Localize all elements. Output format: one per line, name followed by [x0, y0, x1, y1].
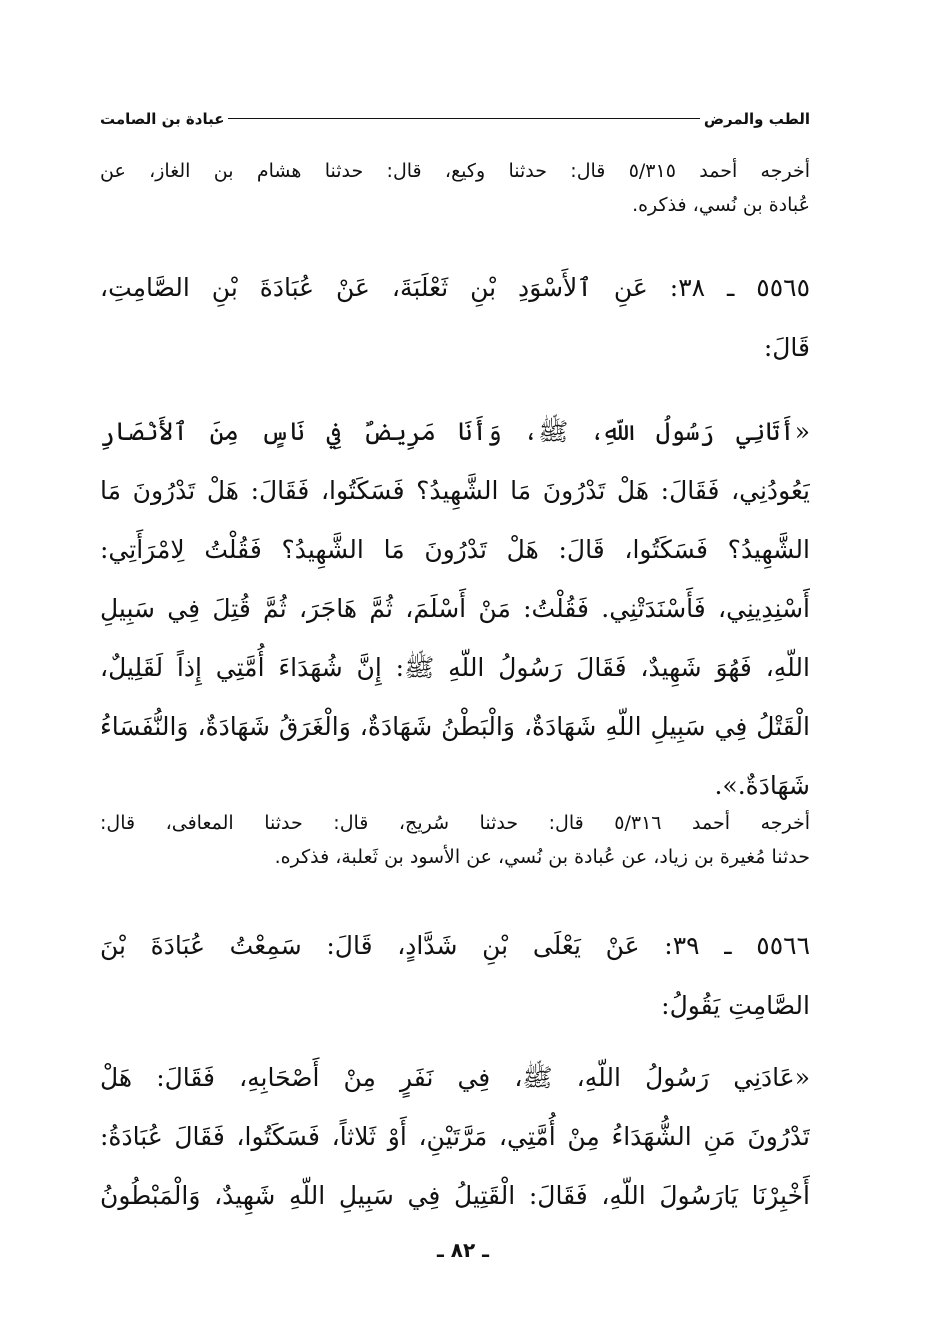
matn-line: تَدْرُونَ مَنِ الشُّهَدَاءُ مِنْ أُمَّتِي، مَرَّتَيْنِ، أَوْ ثَلاثاً، فَسَكَتُوا، فَقَالَ عُبَادَةُ:: [100, 1122, 810, 1151]
source-note-1: [100, 154, 810, 222]
note-line: أخرجه أحمد ٥/٣١٦ قال: حدثنا سُريج، قال: حدثنا المعافى، قال:: [100, 812, 810, 834]
note-line: أخرجه أحمد ٥/٣١٥ قال: حدثنا وكيع، قال: حدثنا هشام بن الغاز، عن: [100, 160, 810, 182]
hadith-5566-isnad: [100, 916, 810, 1036]
isnad-line: قَالَ:: [763, 333, 810, 362]
isnad-line: الصَّامِتِ يَقُولُ:: [661, 991, 810, 1020]
matn-line: شَهَادَةٌ.».: [714, 771, 810, 800]
running-header: [100, 104, 810, 134]
matn-line: الشَّهِيدُ؟ فَسَكَتُوا، قَالَ: هَلْ تَدْرُونَ مَا الشَّهِيدُ؟ فَقُلْتُ لِامْرَأَتِي:: [100, 535, 810, 564]
note-line: حدثنا مُغيرة بن زياد، عن عُبادة بن نُسي، عن الأسود بن ثَعلبة، فذكره.: [274, 846, 810, 868]
hadith-5565-isnad: [100, 258, 810, 378]
matn-line: أَسْنِدِينِي، فَأَسْنَدَتْنِي. فَقُلْتُ: مَنْ أَسْلَمَ، ثُمَّ هَاجَرَ، ثُمَّ قُتِلَ فِي سَبِيلِ: [100, 594, 810, 623]
note-line: عُبادة بن نُسي، فذكره.: [632, 194, 810, 216]
hadith-5566-matn: [100, 1048, 810, 1225]
isnad-line: ٥٥٦٥ ـ ٣٨: عَنِ ٱلأَسْوَدِ بْنِ ثَعْلَبَةَ، عَنْ عُبَادَةَ بْنِ الصَّامِتِ،: [100, 273, 810, 302]
matn-line: الْقَتْلُ فِي سَبِيلِ اللّهِ شَهَادَةٌ، وَالْبَطْنُ شَهَادَةٌ، وَالْغَرَقُ شَهَادَةٌ، وَالنُّفَسَاءُ: [100, 712, 810, 741]
hadith-5565-matn: [100, 402, 810, 815]
isnad-line: ٥٥٦٦ ـ ٣٩: عَنْ يَعْلَى بْنِ شَدَّادٍ، قَالَ: سَمِعْتُ عُبَادَةَ بْنَ: [100, 931, 810, 960]
matn-line: يَعُودُنِي، فَقَالَ: هَلْ تَدْرُونَ مَا الشَّهِيدُ؟ فَسَكَتُوا، فَقَالَ: هَلْ تَدْرُونَ مَا: [100, 476, 810, 505]
page-number: ـ ٨٢ ـ: [436, 1238, 490, 1262]
header-book-title: الطب والمرض: [703, 110, 810, 128]
header-chapter: عبادة بن الصامت: [100, 110, 225, 128]
matn-line: «أَتَانِي رَسُولُ اللّهِ، ﷺ، وَأَنَا مَرِيضٌ فِي نَاسٍ مِنَ ٱلأَنْصَارِ: [100, 417, 810, 446]
matn-line: «عَادَنِي رَسُولُ اللّهِ، ﷺ، فِي نَفَرٍ مِنْ أَصْحَابِهِ، فَقَالَ: هَلْ: [100, 1063, 810, 1092]
matn-line: اللّهِ، فَهُوَ شَهِيدٌ، فَقَالَ رَسُولُ اللّهِ ﷺ: إِنَّ شُهَدَاءَ أُمَّتِي إِذاً لَقَلِيلٌ،: [100, 653, 810, 682]
matn-line: أَخْبِرْنَا يَارَسُولَ اللّهِ، فَقَالَ: الْقَتِيلُ فِي سَبِيلِ اللّهِ شَهِيدٌ، وَالْمَبْطُونُ: [100, 1181, 810, 1210]
source-note-2: [100, 806, 810, 874]
header-rule: [228, 118, 699, 119]
